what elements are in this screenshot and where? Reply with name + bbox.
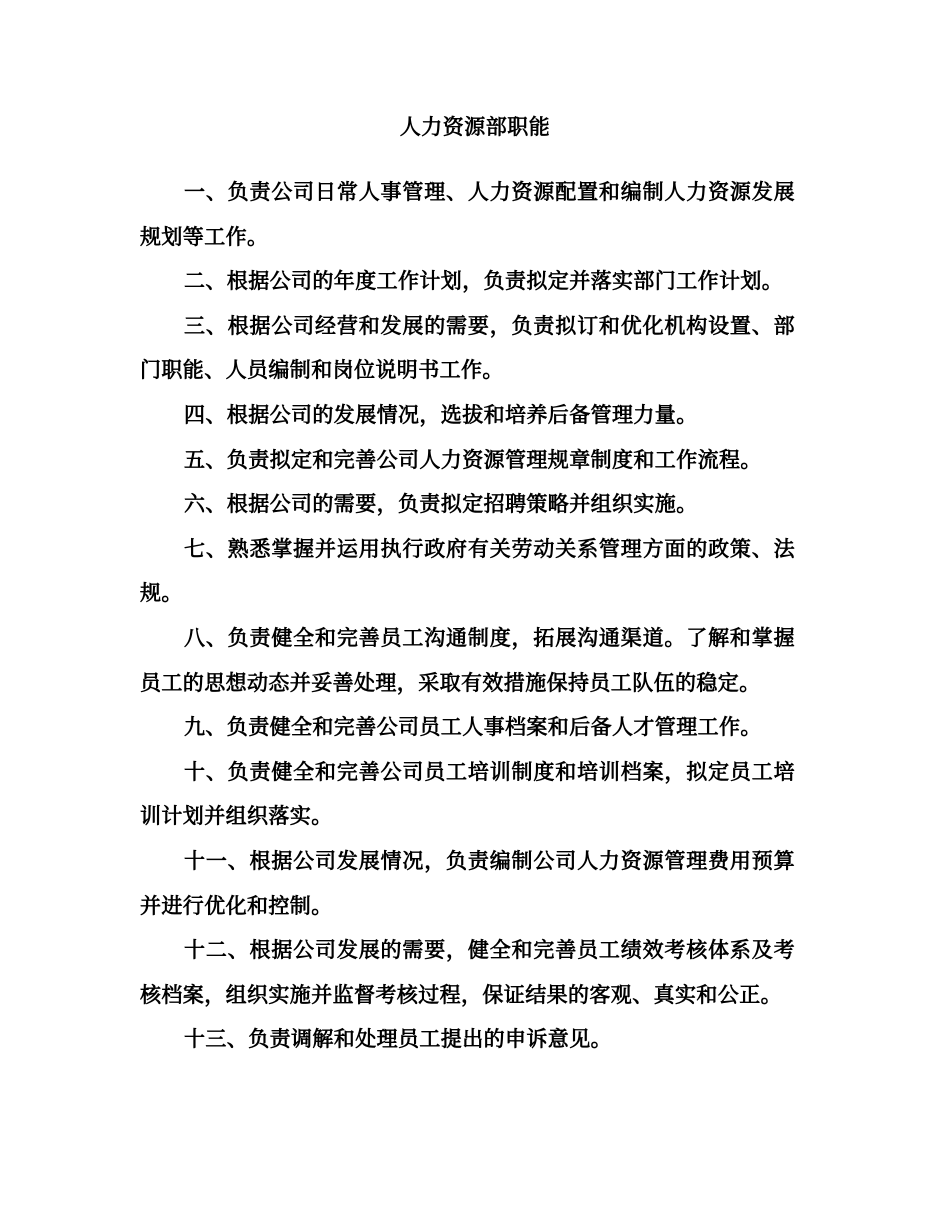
paragraph-12: 十二、根据公司发展的需要，健全和完善员工绩效考核体系及考核档案，组织实施并监督考核过程，保证结果的客观、真实和公正。	[140, 937, 795, 1007]
paragraph-1: 一、负责公司日常人事管理、人力资源配置和编制人力资源发展规划等工作。	[140, 179, 795, 249]
paragraph-9: 九、负责健全和完善公司员工人事档案和后备人才管理工作。	[184, 714, 762, 740]
paragraph-11: 十一、根据公司发展情况，负责编制公司人力资源管理费用预算并进行优化和控制。	[140, 847, 795, 918]
paragraph-7: 七、熟悉掌握并运用执行政府有关劳动关系管理方面的政策、法规。	[140, 535, 795, 606]
paragraph-13: 十三、负责调解和处理员工提出的申诉意见。	[184, 1026, 612, 1052]
paragraph-2: 二、根据公司的年度工作计划，负责拟定并落实部门工作计划。	[184, 268, 784, 294]
paragraph-10: 十、负责健全和完善公司员工培训制度和培训档案，拟定员工培训计划并组织落实。	[140, 758, 795, 829]
paragraph-6: 六、根据公司的需要，负责拟定招聘策略并组织实施。	[184, 491, 698, 517]
page-title: 人力资源部职能	[399, 114, 551, 139]
paragraph-4: 四、根据公司的发展情况，选拔和培养后备管理力量。	[184, 401, 698, 427]
paragraph-3: 三、根据公司经营和发展的需要，负责拟订和优化机构设置、部门职能、人员编制和岗位说明书工作。	[140, 312, 795, 383]
paragraph-8: 八、负责健全和完善员工沟通制度，拓展沟通渠道。了解和掌握员工的思想动态并妥善处理，采取有效措施保持员工队伍的稳定。	[140, 624, 795, 695]
paragraph-5: 五、负责拟定和完善公司人力资源管理规章制度和工作流程。	[184, 446, 762, 472]
document-body	[140, 170, 795, 1062]
